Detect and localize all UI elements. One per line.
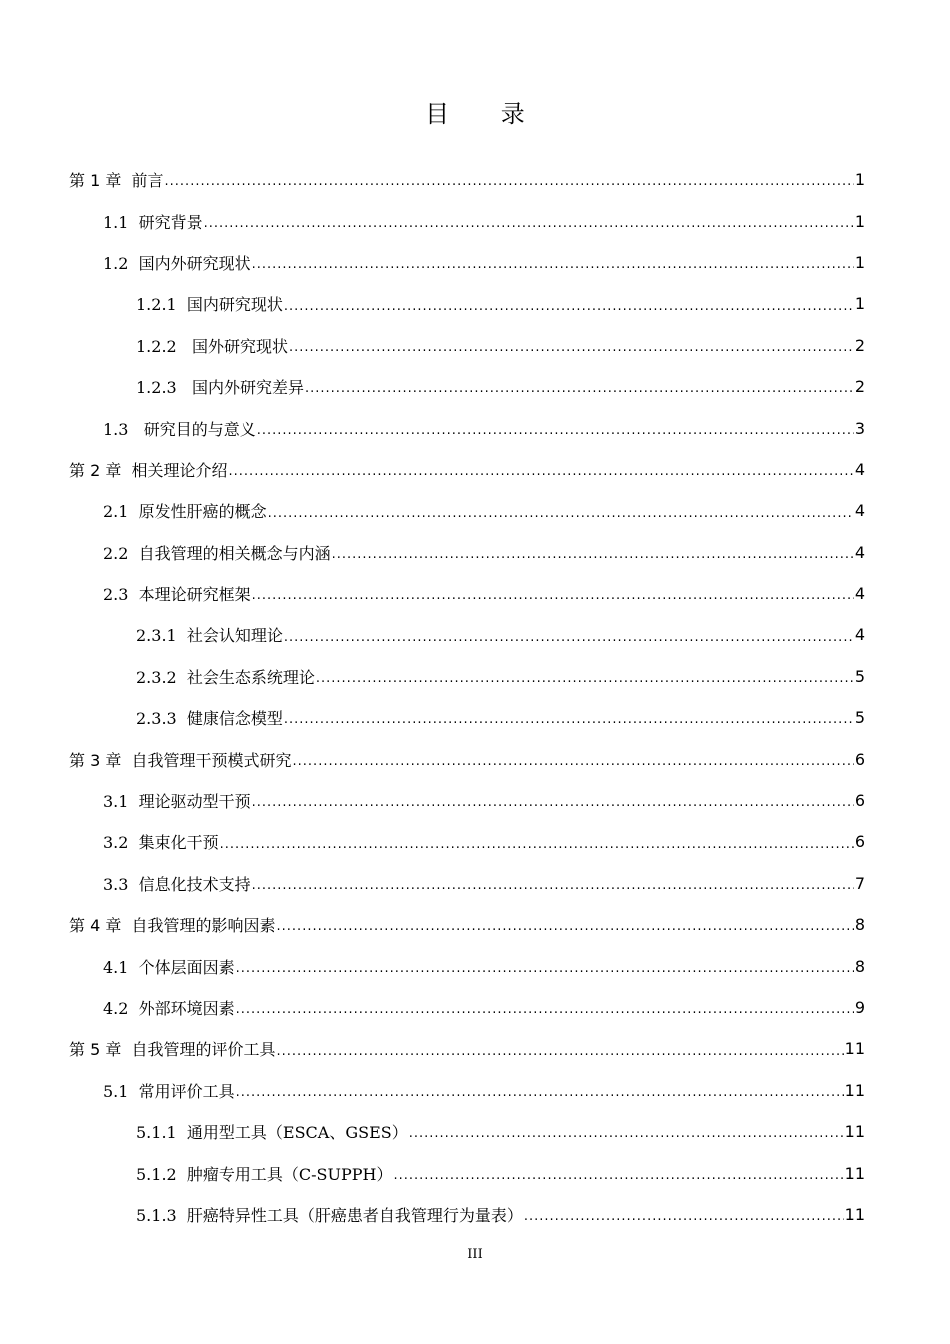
toc-entry-page: 5 xyxy=(854,708,865,728)
toc-entry[interactable] xyxy=(0,1070,950,1111)
toc-entry[interactable] xyxy=(0,614,950,655)
toc-entry-label: 2.1 原发性肝癌的概念 xyxy=(103,502,267,522)
dot-leader xyxy=(305,382,854,407)
toc-entry-page: 6 xyxy=(854,832,865,852)
toc-entry-page: 8 xyxy=(854,915,865,935)
toc-entry-page: 1 xyxy=(854,211,865,231)
toc-entry-page: 4 xyxy=(854,625,865,645)
dot-leader xyxy=(268,507,854,532)
toc-entry-label: 1.3 研究目的与意义 xyxy=(103,419,256,439)
toc-entry-page: 6 xyxy=(854,791,865,811)
toc-entry-page: 2 xyxy=(854,335,865,355)
toc-entry-label: 5.1.3 肝癌特异性工具（肝癌患者自我管理行为量表） xyxy=(136,1205,523,1225)
toc-entry-label: 4.2 外部环境因素 xyxy=(103,999,235,1018)
toc-entry-page: 4 xyxy=(854,542,865,562)
toc-entry-label: 5.1 常用评价工具 xyxy=(103,1081,235,1101)
toc-entry-label: 1.2.3 国内外研究差异 xyxy=(136,378,304,398)
toc-entry[interactable] xyxy=(0,573,950,614)
toc-entry-label: 1.2.1 国内研究现状 xyxy=(136,295,283,315)
dot-leader xyxy=(165,175,854,200)
toc-entry[interactable] xyxy=(0,863,950,904)
toc-entry-page: 1 xyxy=(854,294,865,314)
toc-entry-page: 1 xyxy=(854,252,865,272)
toc-entry[interactable] xyxy=(0,283,950,324)
toc-entry-page: 5 xyxy=(854,666,865,686)
dot-leader xyxy=(284,713,854,738)
dot-leader xyxy=(252,796,854,821)
toc-entry-page: 3 xyxy=(854,418,865,438)
toc-entry[interactable] xyxy=(0,738,950,779)
toc-entry-label: 2.3.1 社会认知理论 xyxy=(136,626,283,646)
dot-leader xyxy=(220,838,854,863)
toc-entry-page: 1 xyxy=(854,170,865,190)
toc-entry[interactable] xyxy=(0,242,950,283)
toc-entry-label: 2.3.3 健康信念模型 xyxy=(136,709,283,729)
toc-entry[interactable] xyxy=(0,1152,950,1193)
toc-entry-label: 第 3 章 自我管理干预模式研究 xyxy=(69,750,292,770)
toc-entry-label: 2.3 本理论研究框架 xyxy=(103,585,251,605)
dot-leader xyxy=(204,217,854,242)
toc-entry-label: 1.2 国内外研究现状 xyxy=(103,253,251,273)
page-number: III xyxy=(467,1247,483,1262)
dot-leader xyxy=(409,1127,844,1152)
toc-entry-page: 11 xyxy=(844,1204,865,1224)
dot-leader xyxy=(284,300,854,325)
toc-entry[interactable] xyxy=(0,159,950,200)
toc-entry[interactable] xyxy=(0,325,950,366)
toc-entry-label: 3.3 信息化技术支持 xyxy=(103,874,251,894)
toc-entry-label: 3.1 理论驱动型干预 xyxy=(103,792,251,812)
toc-entry[interactable] xyxy=(0,821,950,862)
toc-entry[interactable] xyxy=(0,490,950,531)
toc-entry-page: 11 xyxy=(844,1039,865,1059)
toc-entry-page: 4 xyxy=(854,459,865,479)
toc-entry-page: 6 xyxy=(854,749,865,769)
dot-leader xyxy=(236,962,854,987)
toc-entry[interactable] xyxy=(0,366,950,407)
toc-entry[interactable] xyxy=(0,1194,950,1235)
dot-leader xyxy=(252,879,854,904)
toc-entry[interactable] xyxy=(0,407,950,448)
toc-entry-label: 3.2 集束化干预 xyxy=(103,833,219,853)
dot-leader xyxy=(257,424,854,449)
dot-leader xyxy=(284,631,854,656)
toc-entry-page: 8 xyxy=(854,956,865,976)
toc-entry[interactable] xyxy=(0,532,950,573)
dot-leader xyxy=(524,1210,844,1235)
toc-entry-page: 11 xyxy=(844,1122,865,1142)
toc-entry-page: 4 xyxy=(854,584,865,604)
toc-entry[interactable] xyxy=(0,987,950,1028)
dot-leader xyxy=(229,465,854,490)
toc-entry-label: 第 4 章 自我管理的影响因素 xyxy=(69,916,276,936)
dot-leader xyxy=(293,755,854,780)
dot-leader xyxy=(316,672,854,697)
toc-entry[interactable] xyxy=(0,1111,950,1152)
dot-leader xyxy=(277,920,854,945)
dot-leader xyxy=(252,589,854,614)
toc-entry-page: 2 xyxy=(854,377,865,397)
toc-entry-page: 7 xyxy=(854,873,865,893)
toc-entry-label: 第 1 章 前言 xyxy=(69,171,164,191)
toc-entry-page: 4 xyxy=(854,501,865,521)
dot-leader xyxy=(332,548,854,573)
toc-entry[interactable] xyxy=(0,904,950,945)
toc-entry[interactable] xyxy=(0,1028,950,1069)
toc-entry[interactable] xyxy=(0,656,950,697)
dot-leader xyxy=(236,1086,844,1111)
toc-entry-label: 1.1 研究背景 xyxy=(103,212,203,232)
toc-entry[interactable] xyxy=(0,449,950,490)
toc-entry-label: 2.3.2 社会生态系统理论 xyxy=(136,667,315,687)
toc-entry[interactable] xyxy=(0,697,950,738)
toc-entry-page: 9 xyxy=(854,998,865,1017)
toc-entry-label: 第 5 章 自我管理的评价工具 xyxy=(69,1040,276,1060)
toc-entry-label: 5.1.2 肿瘤专用工具（C-SUPPH） xyxy=(136,1164,393,1184)
dot-leader xyxy=(393,1169,843,1194)
toc-entry-page: 11 xyxy=(844,1163,865,1183)
toc-entry-page: 11 xyxy=(844,1080,865,1100)
dot-leader xyxy=(277,1045,844,1070)
dot-leader xyxy=(289,341,854,366)
toc-entry-label: 第 2 章 相关理论介绍 xyxy=(69,460,228,480)
toc-entry[interactable] xyxy=(0,945,950,986)
toc-entry[interactable] xyxy=(0,780,950,821)
dot-leader xyxy=(236,1003,854,1028)
toc-entry-label: 2.2 自我管理的相关概念与内涵 xyxy=(103,543,331,563)
table-of-contents xyxy=(0,159,950,1235)
toc-entry[interactable] xyxy=(0,200,950,241)
toc-title: 目 录 xyxy=(425,100,547,128)
toc-entry-label: 4.1 个体层面因素 xyxy=(103,957,235,977)
toc-entry-label: 1.2.2 国外研究现状 xyxy=(136,336,288,356)
dot-leader xyxy=(252,258,854,283)
toc-entry-label: 5.1.1 通用型工具（ESCA、GSES） xyxy=(136,1123,408,1143)
